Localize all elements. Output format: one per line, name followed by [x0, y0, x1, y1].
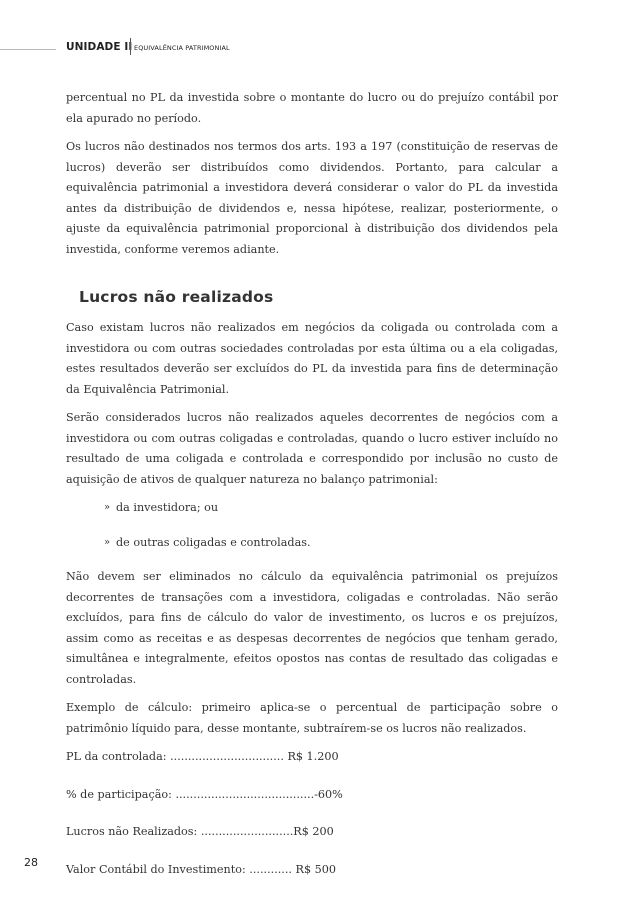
paragraph: percentual no PL da investida sobre o montante do lucro ou do prejuízo contábil por ela apurado no período. [66, 91, 558, 125]
paragraph: Exemplo de cálculo: primeiro aplica-se o percentual de participação sobre o patrimônio líquido para, desse montante, subtraírem-se os lucros não realizados. [66, 701, 558, 735]
calc-line: Valor Contábil do Investimento: ............ R$ 500 [66, 862, 336, 876]
subject-label: EQUIVALÊNCIA PATRIMONIAL [134, 44, 230, 52]
header-rule [0, 49, 56, 50]
bullet-marker: » [104, 536, 111, 548]
section-heading: Lucros não realizados [79, 288, 274, 306]
header-separator [130, 38, 131, 55]
calc-line: Lucros não Realizados: ..........................R$ 200 [66, 825, 334, 838]
page-number: 28 [24, 856, 38, 869]
list-item [66, 533, 558, 554]
calc-line: PL da controlada: ................................ R$ 1.200 [66, 750, 339, 763]
list-item [66, 498, 558, 519]
bullet-marker: » [104, 502, 111, 513]
list-item-text: de outras coligadas e controladas. [116, 535, 311, 549]
paragraph: Os lucros não destinados nos termos dos arts. 193 a 197 (constituição de reservas de lucros) deverão ser distribuídos como dividendos. Portanto, para calcular a equivalência patrimonial a investidora deverá considerar o valor do PL da investida antes da distribuição de dividendos e, nessa hipótese, realizar, posteriormente, o ajuste da equivalência patrimonial proporcional à distribuição dos dividendos pela investida, conforme veremos adiante. [66, 140, 558, 256]
bullet-list [66, 498, 558, 553]
unit-label: UNIDADE II [66, 41, 133, 53]
calculation-example [66, 747, 558, 880]
page-header [0, 36, 638, 60]
paragraph: Caso existam lucros não realizados em negócios da coligada ou controlada com a investidora ou com outras sociedades controladas por esta última ou a ela coligadas, estes resultados deverão ser excluídos do PL da investida para fins de determinação da Equivalência Patrimonial. [66, 321, 558, 396]
list-item-text: da investidora; ou [116, 501, 219, 514]
paragraph: Serão considerados lucros não realizados aqueles decorrentes de negócios com a investidora ou com outras coligadas e controladas, quando o lucro estiver incluído no resultado de uma coligada e controlada e correspondido por inclusão no custo de aquisição de ativos de qualquer natureza no balanço patrimonial: [66, 411, 558, 486]
paragraph: Não devem ser eliminados no cálculo da equivalência patrimonial os prejuízos decorrentes de transações com a investidora, coligadas e controladas. Não serão excluídos, para fins de cálculo do valor de investimento, os lucros e os prejuízos, assim como as receitas e as despesas decorrentes de negócios que tenham gerado, simultânea e integralmente, efeitos opostos nas contas de resultado das coligadas e controladas. [66, 570, 558, 686]
page-content [66, 88, 558, 897]
calc-line: % de participação: .......................................-60% [66, 787, 343, 801]
